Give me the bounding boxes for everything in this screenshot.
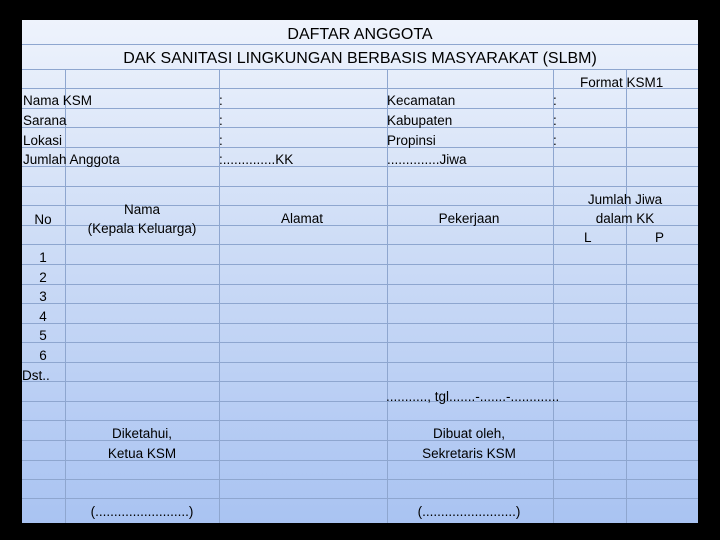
value-nama-ksm: : [219, 93, 223, 108]
header-pekerjaan: Pekerjaan [438, 211, 500, 226]
header-jumlah-line2: dalam KK [595, 211, 655, 226]
row-number: 1 [39, 250, 47, 265]
header-alamat: Alamat [280, 211, 324, 226]
value-jumlah-anggota: :..............KK [219, 152, 294, 167]
signature-right-line2: Sekretaris KSM [422, 446, 516, 461]
signature-right-line1: Dibuat oleh, [432, 426, 506, 441]
value-kabupaten: : [553, 113, 557, 128]
header-jumlah-jiwa [588, 190, 662, 228]
value-kecamatan: : [553, 93, 557, 108]
form-subtitle: DAK SANITASI LINGKUNGAN BERBASIS MASYARAKAT (SLBM) [123, 50, 597, 67]
header-nama [88, 200, 197, 238]
row-number: 3 [39, 289, 47, 304]
label-jumlah-anggota: Jumlah Anggota [23, 152, 120, 167]
signature-left-line2: Ketua KSM [107, 446, 177, 461]
label-lokasi: Lokasi [23, 133, 63, 148]
header-p: P [655, 230, 665, 245]
row-number: 6 [39, 348, 47, 363]
label-propinsi: Propinsi [387, 133, 436, 148]
row-number: 5 [39, 328, 47, 343]
header-jumlah-line1: Jumlah Jiwa [587, 192, 663, 207]
header-nama-line2: (Kepala Keluarga) [87, 221, 197, 236]
label-nama-ksm: Nama KSM [23, 93, 93, 108]
value-sarana: : [219, 113, 223, 128]
format-code: Format KSM1 [580, 75, 664, 90]
header-l: L [584, 230, 592, 245]
form-title: DAFTAR ANGGOTA [287, 26, 433, 43]
signature-left-blank: (.........................) [90, 504, 194, 519]
label-kabupaten: Kabupaten [387, 113, 453, 128]
signature-left-line1: Diketahui, [111, 426, 173, 441]
value-jumlah-jiwa: ..............Jiwa [387, 152, 467, 167]
row-number-dst: Dst.. [22, 368, 50, 383]
header-nama-line1: Nama [123, 202, 161, 217]
value-lokasi: : [219, 133, 223, 148]
row-number: 4 [39, 309, 47, 324]
header-no: No [34, 212, 52, 227]
member-list-form [22, 20, 698, 523]
date-line: ..........., tgl.......-.......-............. [386, 389, 560, 404]
value-propinsi: : [553, 133, 557, 148]
label-kecamatan: Kecamatan [387, 93, 456, 108]
row-number: 2 [39, 270, 47, 285]
label-sarana: Sarana [23, 113, 67, 128]
signature-right-blank: (.........................) [417, 504, 521, 519]
